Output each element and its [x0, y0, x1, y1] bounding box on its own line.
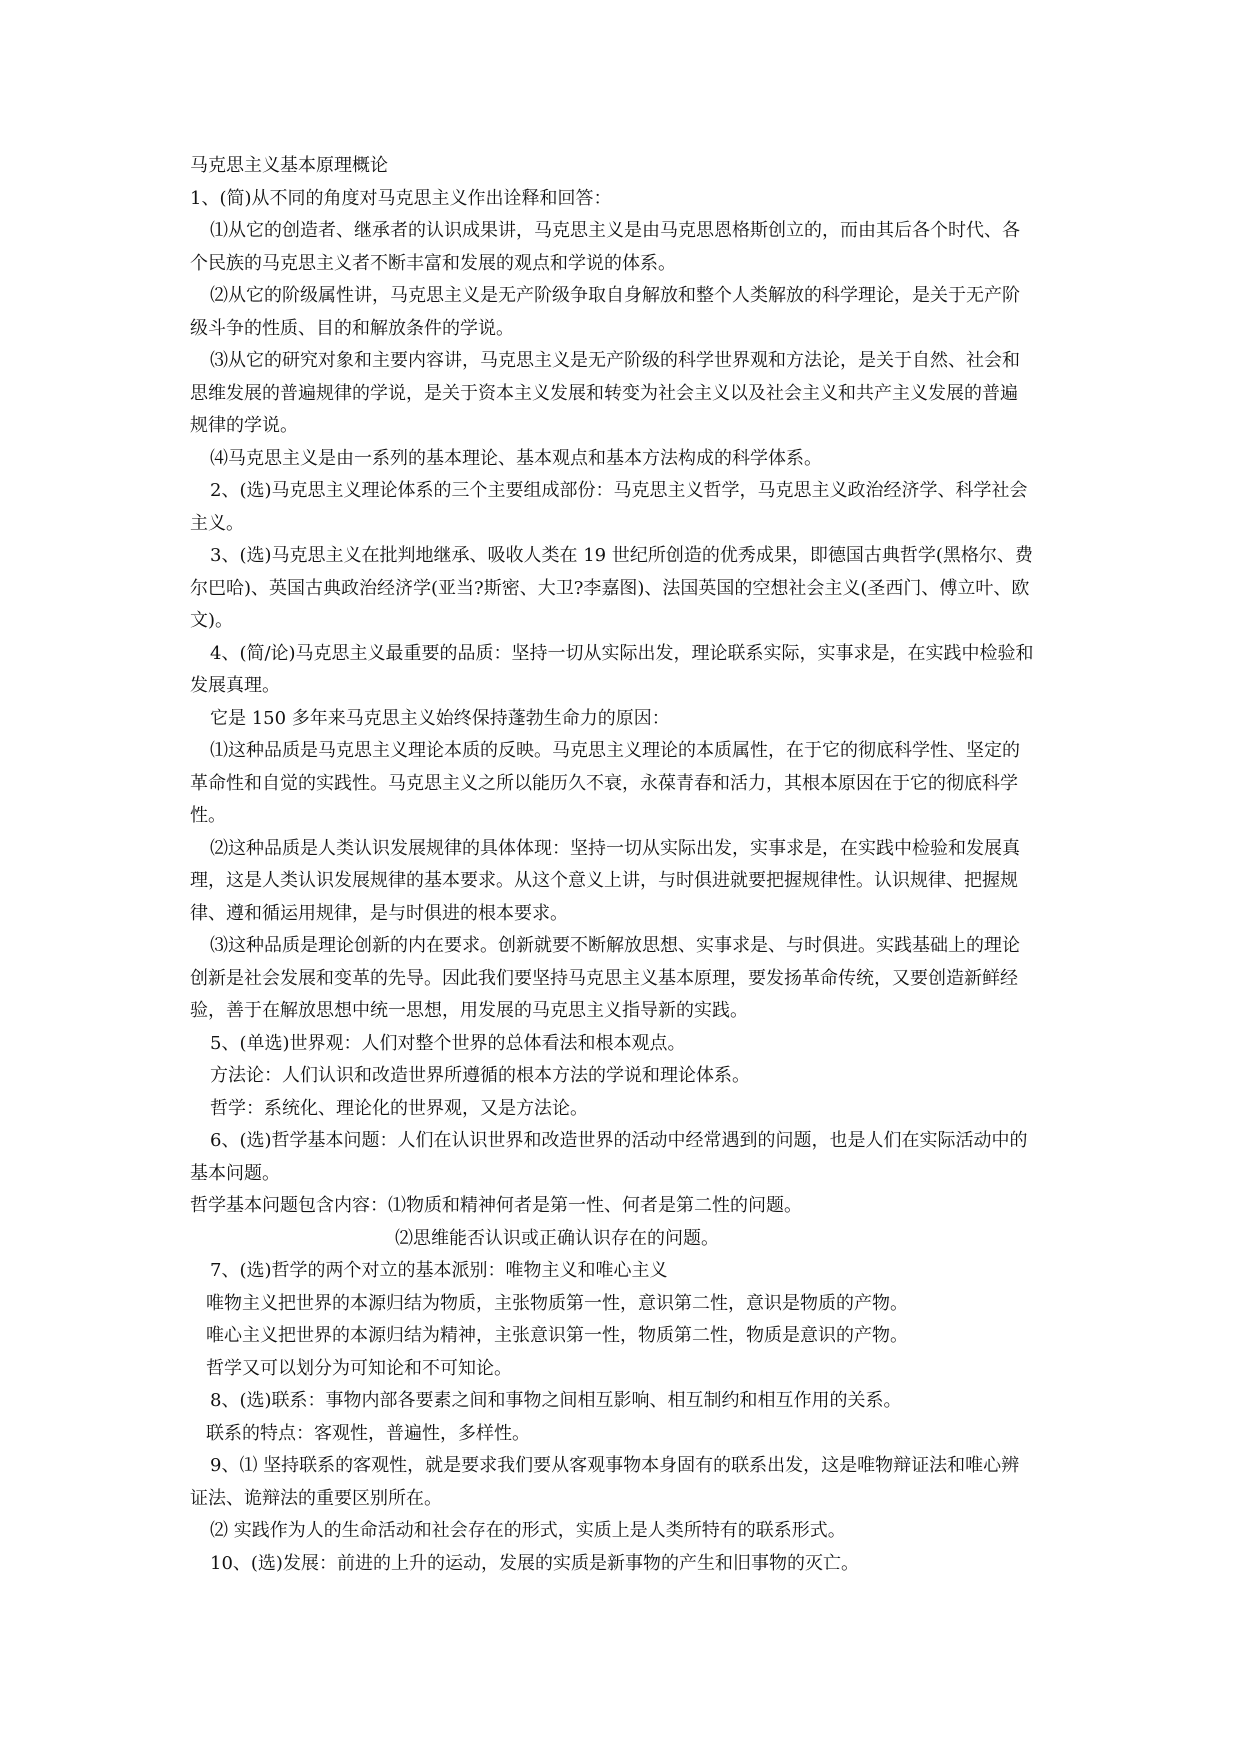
text-line: 证法、诡辩法的重要区别所在。 — [190, 1487, 442, 1509]
text-line: 革命性和自觉的实践性。马克思主义之所以能历久不衰，永葆青春和活力，其根本原因在于它的彻底科学 — [190, 772, 1018, 794]
text-line: ⑴这种品质是马克思主义理论本质的反映。马克思主义理论的本质属性，在于它的彻底科学性、坚定的 — [210, 740, 1020, 761]
text-line: 哲学：系统化、理论化的世界观，又是方法论。 — [210, 1097, 588, 1119]
text-line: 6、(选)哲学基本问题：人们在认识世界和改造世界的活动中经常遇到的问题，也是人们在实际活动中的 — [210, 1130, 1028, 1151]
text-line: 9、⑴ 坚持联系的客观性，就是要求我们要从客观事物本身固有的联系出发，这是唯物辩证法和唯心辨 — [210, 1455, 1020, 1476]
text-line: 性。 — [190, 805, 226, 826]
text-line: 哲学基本问题包含内容：⑴物质和精神何者是第一性、何者是第二性的问题。 — [190, 1195, 802, 1216]
document-title: 马克思主义基本原理概论 — [190, 155, 388, 176]
text-line: 创新是社会发展和变革的先导。因此我们要坚持马克思主义基本原理，要发扬革命传统，又要创造新鲜经 — [190, 967, 1018, 989]
text-line: 1、(简)从不同的角度对马克思主义作出诠释和回答： — [190, 187, 612, 209]
text-line: 个民族的马克思主义者不断丰富和发展的观点和学说的体系。 — [190, 252, 676, 274]
text-line: 主义。 — [190, 512, 244, 534]
text-line: 10、(选)发展：前进的上升的运动，发展的实质是新事物的产生和旧事物的灭亡。 — [210, 1552, 859, 1574]
text-line: ⑵从它的阶级属性讲，马克思主义是无产阶级争取自身解放和整个人类解放的科学理论，是关于无产阶 — [210, 285, 1020, 306]
text-line: ⑶从它的研究对象和主要内容讲，马克思主义是无产阶级的科学世界观和方法论，是关于自然、社会和 — [210, 350, 1020, 371]
text-line: 级斗争的性质、目的和解放条件的学说。 — [190, 317, 514, 339]
text-line: 联系的特点：客观性，普遍性，多样性。 — [206, 1422, 530, 1444]
document-page — [190, 150, 1070, 1580]
text-line: ⑶这种品质是理论创新的内在要求。创新就要不断解放思想、实事求是、与时俱进。实践基础上的理论 — [210, 935, 1020, 956]
text-line: ⑵这种品质是人类认识发展规律的具体体现：坚持一切从实际出发，实事求是，在实践中检验和发展真 — [210, 837, 1020, 859]
text-line: 规律的学说。 — [190, 415, 298, 436]
text-line: 尔巴哈)、英国古典政治经济学(亚当?斯密、大卫?李嘉图)、法国英国的空想社会主义(圣西门、傅立叶、欧 — [190, 577, 1030, 599]
text-line: 发展真理。 — [190, 675, 280, 696]
document-body — [190, 183, 1070, 1581]
text-line: 验，善于在解放思想中统一思想，用发展的马克思主义指导新的实践。 — [190, 1000, 748, 1021]
text-line: 5、(单选)世界观：人们对整个世界的总体看法和根本观点。 — [210, 1032, 686, 1054]
text-line: 唯心主义把世界的本源归结为精神，主张意识第一性，物质第二性，物质是意识的产物。 — [206, 1325, 908, 1346]
text-line: ⑵思维能否认识或正确认识存在的问题。 — [395, 1227, 719, 1249]
text-line: ⑵ 实践作为人的生命活动和社会存在的形式，实质上是人类所特有的联系形式。 — [210, 1520, 846, 1541]
text-line: 4、(简/论)马克思主义最重要的品质：坚持一切从实际出发，理论联系实际，实事求是，在实践中检验和 — [210, 642, 1034, 664]
text-line: 唯物主义把世界的本源归结为物质，主张物质第一性，意识第二性，意识是物质的产物。 — [206, 1292, 908, 1314]
text-line: ⑷马克思主义是由一系列的基本理论、基本观点和基本方法构成的科学体系。 — [210, 447, 822, 469]
text-line: 理，这是人类认识发展规律的基本要求。从这个意义上讲，与时俱进就要把握规律性。认识规律、把握规 — [190, 870, 1018, 891]
text-line: 律、遵和循运用规律，是与时俱进的根本要求。 — [190, 902, 568, 924]
text-line: 思维发展的普遍规律的学说，是关于资本主义发展和转变为社会主义以及社会主义和共产主义发展的普遍 — [190, 382, 1018, 404]
text-line: 方法论：人们认识和改造世界所遵循的根本方法的学说和理论体系。 — [210, 1065, 750, 1086]
text-line: 哲学又可以划分为可知论和不可知论。 — [206, 1357, 512, 1379]
text-line: 文)。 — [190, 610, 234, 631]
text-line: 3、(选)马克思主义在批判地继承、吸收人类在 19 世纪所创造的优秀成果，即德国古典哲学(黑格尔、费 — [210, 545, 1033, 566]
text-line: 它是 150 多年来马克思主义始终保持蓬勃生命力的原因： — [210, 707, 670, 729]
text-line: 基本问题。 — [190, 1162, 280, 1184]
text-line: ⑴从它的创造者、继承者的认识成果讲，马克思主义是由马克思恩格斯创立的，而由其后各个时代、各 — [210, 220, 1020, 241]
text-line: 7、(选)哲学的两个对立的基本派别：唯物主义和唯心主义 — [210, 1260, 668, 1281]
text-line: 8、(选)联系：事物内部各要素之间和事物之间相互影响、相互制约和相互作用的关系。 — [210, 1390, 902, 1411]
text-line: 2、(选)马克思主义理论体系的三个主要组成部份：马克思主义哲学，马克思主义政治经济学、科学社会 — [210, 480, 1028, 501]
